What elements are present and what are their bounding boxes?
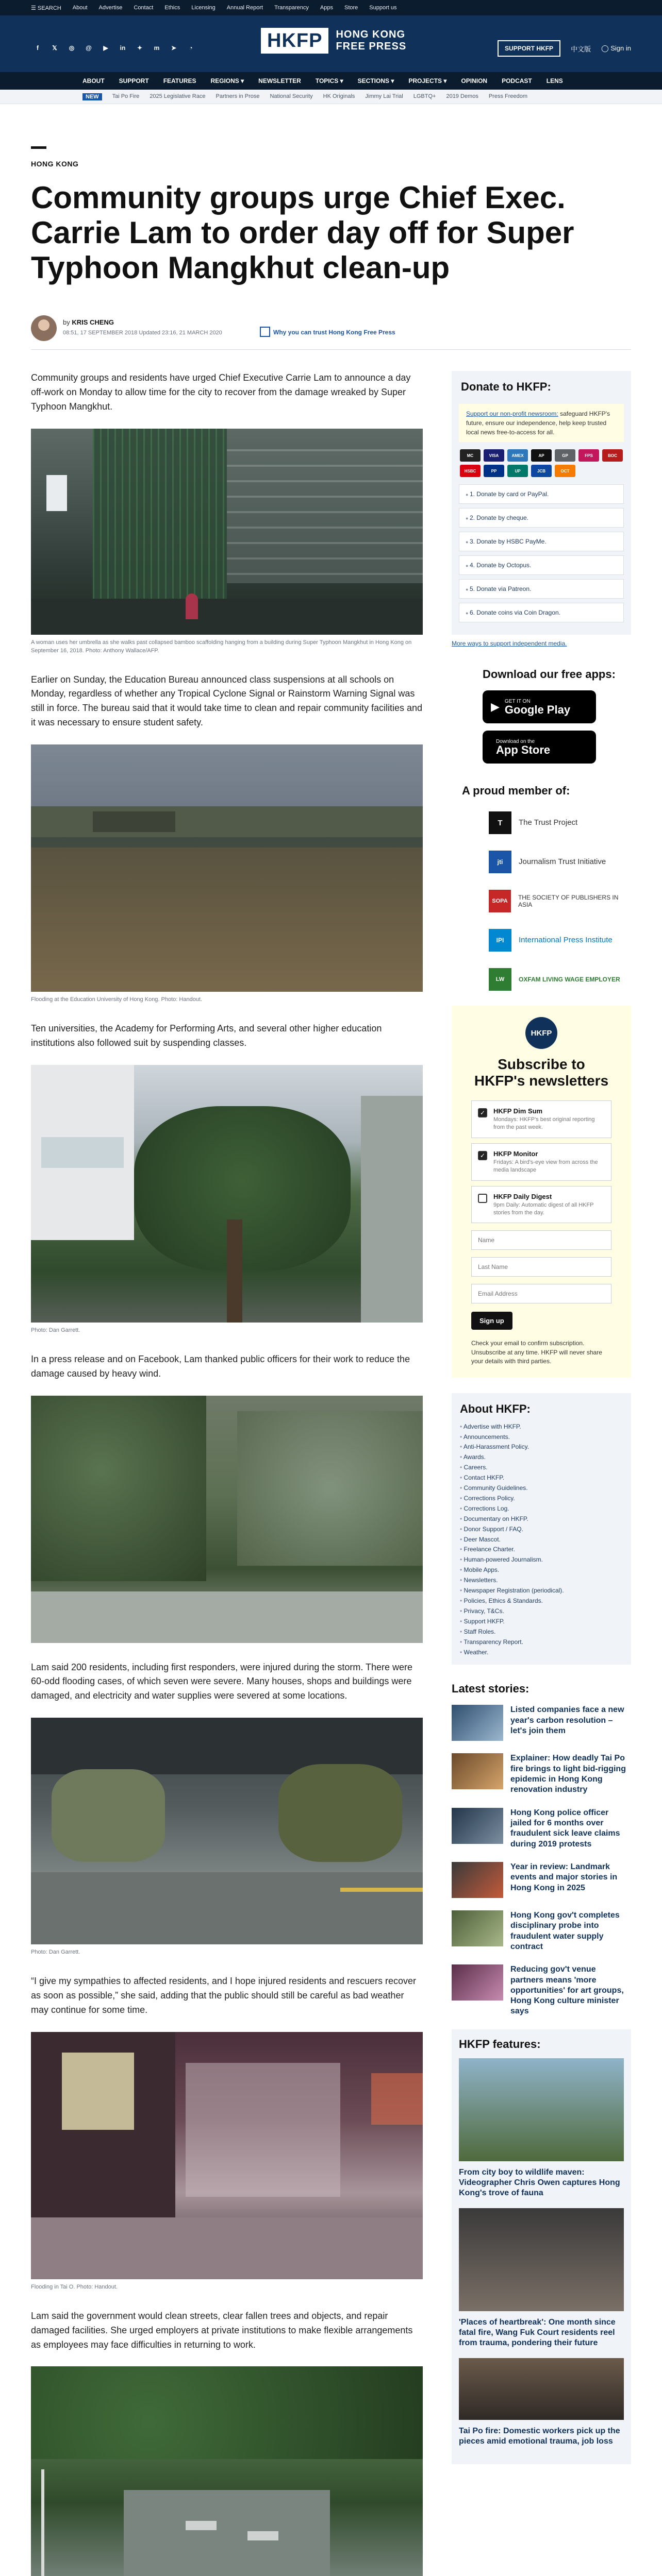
- article-body: [31, 371, 423, 2576]
- bluesky-icon[interactable]: ✦: [137, 44, 143, 52]
- photo-storm-trees: [31, 1396, 423, 1643]
- google-play-button[interactable]: ▶ GET IT ON Google Play: [483, 690, 596, 723]
- latest-story[interactable]: Reducing gov't venue partners means 'more opportunities' for art groups, Hong Kong culture minister says: [452, 1964, 631, 2017]
- google-pay-icon: GP: [555, 449, 575, 462]
- latest-title: Latest stories:: [452, 1682, 529, 1696]
- utility-link-apps[interactable]: Apps: [320, 5, 333, 11]
- signup-button[interactable]: Sign up: [471, 1312, 512, 1330]
- trending-item[interactable]: 2025 Legislative Race: [150, 93, 206, 99]
- logo-text: HONG KONG FREE PRESS: [336, 29, 407, 52]
- about-item[interactable]: • Weather.: [460, 1648, 623, 1658]
- about-item[interactable]: • Corrections Policy.: [460, 1494, 623, 1504]
- member-ipi[interactable]: IPI International Press Institute: [489, 926, 631, 954]
- author-line: by KRIS CHENG: [63, 318, 114, 326]
- about-item[interactable]: • Community Guidelines.: [460, 1483, 623, 1494]
- about-title: About HKFP:: [460, 1402, 531, 1415]
- checkbox-checked[interactable]: ✓: [478, 1151, 487, 1160]
- boc-icon: BOC: [602, 449, 623, 462]
- feature-image[interactable]: [459, 2058, 624, 2161]
- about-item[interactable]: • Anti-Harassment Policy.: [460, 1442, 623, 1452]
- x-icon[interactable]: 𝕏: [52, 44, 57, 52]
- member-trust-project[interactable]: T The Trust Project: [489, 809, 631, 837]
- about-item[interactable]: • Transparency Report.: [460, 1637, 623, 1648]
- trust-project-icon: T: [489, 811, 511, 834]
- newsletter-option-daily-digest[interactable]: HKFP Daily Digest 9pm Daily: Automatic digest of all HKFP stories from the day.: [471, 1186, 611, 1224]
- author-name[interactable]: KRIS CHENG: [72, 318, 114, 326]
- feature-image[interactable]: [459, 2358, 624, 2420]
- sopa-icon: SOPA: [489, 890, 511, 912]
- paragraph: Earlier on Sunday, the Education Bureau announced class suspensions at all schools on Monday, regardless of whether any Tropical Cyclone Signal or Rainstorm Warning Signal was still in force. The bureau said that it would take time to clean and repair community facilities and it was necessary to ensure student safety.: [31, 674, 423, 728]
- about-item[interactable]: • Awards.: [460, 1452, 623, 1463]
- last-name-input[interactable]: [471, 1257, 611, 1277]
- about-item[interactable]: • Policies, Ethics & Standards.: [460, 1596, 623, 1606]
- google-play-icon: ▶: [491, 700, 500, 713]
- hsbc-icon: HSBC: [460, 465, 481, 477]
- instagram-icon[interactable]: ◎: [69, 44, 75, 52]
- paragraph: Community groups and residents have urged Chief Executive Carrie Lam to announce a day off-work on Monday to allow time for the city to recover from the damage wreaked by Super Typhoon Mangkhut.: [31, 372, 411, 412]
- donate-option-coins[interactable]: ● 6. Donate coins via Coin Dragon.: [459, 603, 624, 622]
- article-headline: Community groups urge Chief Exec. Carrie Lam to order day off for Super Typhoon Mangkhut clean-up: [31, 180, 574, 285]
- photo-scaffolding: [31, 429, 423, 635]
- story-thumbnail[interactable]: [452, 1808, 503, 1844]
- byline: [31, 315, 629, 344]
- photo-tai-o-flooding: [31, 2032, 423, 2279]
- trending-item[interactable]: National Security: [270, 93, 313, 99]
- octopus-icon: OCT: [555, 465, 575, 477]
- about-item[interactable]: • Careers.: [460, 1463, 623, 1473]
- publish-dates: 08:51, 17 SEPTEMBER 2018 Updated 23:16, 21 MARCH 2020: [63, 330, 222, 336]
- about-item[interactable]: • Newspaper Registration (periodical).: [460, 1586, 623, 1596]
- first-name-input[interactable]: [471, 1230, 611, 1250]
- donate-option-octopus[interactable]: ● 4. Donate by Octopus.: [459, 555, 624, 575]
- photo-road-trees: [31, 2366, 423, 2576]
- nav-projects[interactable]: PROJECTS ▾: [408, 77, 447, 84]
- nav-about[interactable]: ABOUT: [82, 77, 105, 84]
- member-title: A proud member of:: [462, 784, 570, 797]
- nav-podcast[interactable]: PODCAST: [502, 77, 532, 84]
- member-living-wage[interactable]: LW OXFAM LIVING WAGE EMPLOYER: [489, 965, 631, 993]
- apps-title: Download our free apps:: [483, 668, 616, 681]
- about-item[interactable]: • Corrections Log.: [460, 1504, 623, 1514]
- amex-icon: AMEX: [507, 449, 528, 462]
- member-jti[interactable]: jti Journalism Trust Initiative: [489, 848, 631, 876]
- about-item[interactable]: • Mobile Apps.: [460, 1565, 623, 1575]
- photo-caption: Photo: Dan Garrett.: [31, 1327, 80, 1333]
- mastercard-icon: MC: [460, 449, 481, 462]
- donate-option-card[interactable]: ● 1. Donate by card or PayPal.: [459, 484, 624, 504]
- author-avatar: [31, 315, 57, 341]
- category-rule: [31, 146, 46, 149]
- main-nav: [0, 72, 662, 90]
- trust-icon: [260, 327, 270, 337]
- photo-flooding-eduhk: [31, 744, 423, 992]
- telegram-icon[interactable]: ➤: [171, 44, 177, 52]
- features-title: HKFP features:: [459, 2037, 541, 2050]
- trending-bar: [0, 90, 662, 104]
- about-link[interactable]: About: [72, 5, 88, 11]
- ipi-icon: IPI: [489, 929, 511, 952]
- about-item[interactable]: • Staff Roles.: [460, 1627, 623, 1637]
- newsletter-logo: HKFP: [525, 1017, 557, 1049]
- about-item[interactable]: • Donor Support / FAQ.: [460, 1524, 623, 1535]
- feature-image[interactable]: [459, 2208, 624, 2311]
- trending-item[interactable]: LGBTQ+: [413, 93, 436, 99]
- about-item[interactable]: • Deer Mascot.: [460, 1535, 623, 1545]
- logo-mark: HKFP: [261, 28, 328, 54]
- donate-option-patreon[interactable]: ● 5. Donate via Patreon.: [459, 579, 624, 599]
- visa-icon: VISA: [484, 449, 504, 462]
- unionpay-icon: UP: [507, 465, 528, 477]
- site-logo[interactable]: [261, 28, 406, 54]
- nav-topics[interactable]: TOPICS ▾: [315, 77, 343, 84]
- trending-item[interactable]: 2019 Demos: [446, 93, 478, 99]
- divider: [31, 349, 631, 350]
- donate-pitch: Support our non-profit newsroom: safeguard HKFP's future, ensure our independence, help keep trusted local news free-to-access for all.: [459, 404, 624, 442]
- newsletter-note: Check your email to confirm subscription. Unsubscribe at any time. HKFP will never share your details with third parties.: [471, 1340, 602, 1365]
- feature-title[interactable]: Tai Po fire: Domestic workers pick up the pieces amid emotional trauma, job loss: [459, 2426, 620, 2446]
- trending-item[interactable]: Partners in Prose: [216, 93, 260, 99]
- photo-caption: Photo: Dan Garrett.: [31, 1949, 80, 1956]
- donate-option-payme[interactable]: ● 3. Donate by HSBC PayMe.: [459, 532, 624, 551]
- features-box: [452, 2029, 631, 2465]
- utility-bar: [0, 0, 662, 15]
- trending-item[interactable]: Tai Po Fire: [112, 93, 140, 99]
- app-store-button[interactable]: Download on the App Store: [483, 731, 596, 764]
- utility-link-ethics[interactable]: Ethics: [164, 5, 180, 11]
- latest-story[interactable]: Explainer: How deadly Tai Po fire brings to light bid-rigging epidemic in Hong Kong renovation industry: [452, 1753, 631, 1795]
- paragraph: Lam said 200 residents, including first responders, were injured during the storm. There were 60-odd flooding cases, of which seven were severe. Many houses, shops and buildings were damaged, and electricity and water supplies were severed at some locations.: [31, 1662, 413, 1701]
- story-thumbnail[interactable]: [452, 1753, 503, 1789]
- latest-story[interactable]: Year in review: Landmark events and major stories in Hong Kong in 2025: [452, 1862, 631, 1898]
- about-item[interactable]: • Support HKFP.: [460, 1617, 623, 1627]
- paragraph: In a press release and on Facebook, Lam thanked public officers for their work to reduce the damage caused by heavy wind.: [31, 1353, 410, 1379]
- about-item[interactable]: • Announcements.: [460, 1432, 623, 1443]
- apple-pay-icon: AP: [531, 449, 552, 462]
- newsletter-title: Subscribe to HKFP's newsletters: [474, 1056, 609, 1089]
- photo-street-debris: [31, 1718, 423, 1944]
- about-item[interactable]: • Contact HKFP.: [460, 1473, 623, 1483]
- facebook-icon[interactable]: f: [37, 44, 39, 52]
- about-item[interactable]: • Human-powered Journalism.: [460, 1555, 623, 1565]
- paypal-icon: PP: [484, 465, 504, 477]
- mastodon-icon[interactable]: m: [154, 44, 160, 52]
- story-thumbnail[interactable]: [452, 1964, 503, 2001]
- more-ways-link[interactable]: More ways to support independent media.: [452, 640, 567, 647]
- newsletter-signup: [452, 1006, 631, 1378]
- email-input[interactable]: [471, 1284, 611, 1303]
- support-hkfp-button[interactable]: SUPPORT HKFP: [498, 40, 560, 57]
- about-item[interactable]: • Privacy, T&Cs.: [460, 1606, 623, 1617]
- about-item[interactable]: • Freelance Charter.: [460, 1545, 623, 1555]
- trending-item[interactable]: Press Freedom: [488, 93, 528, 99]
- latest-story[interactable]: Hong Kong gov't completes disciplinary probe into fraudulent water supply contract: [452, 1910, 631, 1952]
- utility-link-store[interactable]: Store: [344, 5, 358, 11]
- jcb-icon: JCB: [531, 465, 552, 477]
- utility-link-licensing[interactable]: Licensing: [191, 5, 216, 11]
- linkedin-icon[interactable]: in: [120, 44, 126, 52]
- youtube-icon[interactable]: ▶: [103, 44, 108, 52]
- social-links: [32, 42, 196, 54]
- photo-fallen-tree: [31, 1065, 423, 1323]
- utility-link-transparency[interactable]: Transparency: [274, 5, 309, 11]
- chinese-edition-link[interactable]: 中文版: [571, 45, 591, 53]
- sidebar: [452, 371, 631, 2464]
- brand-header: [0, 15, 662, 72]
- about-item[interactable]: • Newsletters.: [460, 1575, 623, 1586]
- nav-regions[interactable]: REGIONS ▾: [210, 77, 244, 84]
- donate-title: Donate to HKFP:: [461, 380, 551, 393]
- photo-caption: Flooding in Tai O. Photo: Handout.: [31, 2283, 118, 2290]
- story-thumbnail[interactable]: [452, 1910, 503, 1946]
- payment-methods: [459, 449, 624, 477]
- checkbox-unchecked[interactable]: [478, 1194, 487, 1203]
- utility-link-advertise[interactable]: Advertise: [98, 5, 123, 11]
- trending-item[interactable]: Jimmy Lai Trial: [365, 93, 403, 99]
- search-link[interactable]: ☰ SEARCH: [31, 5, 61, 11]
- utility-link-support[interactable]: Support us: [369, 5, 397, 11]
- story-thumbnail[interactable]: [452, 1862, 503, 1898]
- nav-newsletter[interactable]: NEWSLETTER: [258, 77, 301, 84]
- nav-features[interactable]: FEATURES: [163, 77, 196, 84]
- paragraph: Lam said the government would clean streets, clear fallen trees and objects, and repair damaged facilities. She urged employers at private institutions to make flexible arrangements as employees may face difficulties in returning to work.: [31, 2310, 413, 2350]
- trending-item[interactable]: HK Originals: [323, 93, 355, 99]
- feature-title[interactable]: From city boy to wildlife maven: Videographer Chris Owen captures Hong Kong's trove of fauna: [459, 2167, 620, 2198]
- feature-title[interactable]: 'Places of heartbreak': One month since fatal fire, Wang Fuk Court residents reel from trauma, pondering their future: [459, 2317, 616, 2348]
- nav-support[interactable]: SUPPORT: [119, 77, 149, 84]
- newsletter-option-dim-sum[interactable]: ✓ HKFP Dim Sum Mondays: HKFP's best original reporting from the past week.: [471, 1100, 611, 1138]
- article-category[interactable]: HONG KONG: [31, 160, 79, 168]
- donate-box: [452, 371, 631, 635]
- utility-link-annual-report[interactable]: Annual Report: [226, 5, 263, 11]
- rss-icon[interactable]: ◔: [189, 44, 193, 52]
- nav-opinion[interactable]: OPINION: [461, 77, 488, 84]
- photo-caption: Flooding at the Education University of Hong Kong. Photo: Handout.: [31, 996, 203, 1003]
- brand-right: [498, 40, 631, 57]
- checkbox-checked[interactable]: ✓: [478, 1108, 487, 1117]
- signin-link[interactable]: ◯ Sign in: [601, 44, 631, 52]
- member-sopa[interactable]: SOPA THE SOCIETY OF PUBLISHERS IN ASIA: [489, 887, 631, 915]
- donate-option-cheque[interactable]: ● 2. Donate by cheque.: [459, 508, 624, 528]
- paragraph: “I give my sympathies to affected residents, and I hope injured residents and rescuers recover as soon as possible,” she said, adding that the public should still be careful as bad weather may continue for some time.: [31, 1976, 417, 2015]
- nav-sections[interactable]: SECTIONS ▾: [357, 77, 394, 84]
- new-badge: NEW: [82, 93, 102, 100]
- photo-caption: A woman uses her umbrella as she walks past collapsed bamboo scaffolding hanging from a building during Super Typhoon Mangkhut in Hong Kong on September 16, 2018. Photo: Anthony Wallace/AFP.: [31, 639, 412, 654]
- utility-links: [31, 5, 397, 11]
- threads-icon[interactable]: @: [86, 44, 92, 52]
- about-box: [452, 1393, 631, 1665]
- living-wage-icon: LW: [489, 968, 511, 991]
- story-thumbnail[interactable]: [452, 1705, 503, 1741]
- about-item[interactable]: • Documentary on HKFP.: [460, 1514, 623, 1524]
- newsletter-option-monitor[interactable]: ✓ HKFP Monitor Fridays: A bird's-eye view from across the media landscape: [471, 1143, 611, 1181]
- latest-story[interactable]: Listed companies face a new year's carbon resolution – let's join them: [452, 1705, 631, 1741]
- paragraph: Ten universities, the Academy for Performing Arts, and several other higher education institutions also followed suit by suspending classes.: [31, 1023, 382, 1048]
- nav-lens[interactable]: LENS: [546, 77, 563, 84]
- latest-story[interactable]: Hong Kong police officer jailed for 6 months over fraudulent sick leave claims during 2019 protests: [452, 1808, 631, 1850]
- fps-icon: FPS: [578, 449, 599, 462]
- trust-link[interactable]: Why you can trust Hong Kong Free Press: [273, 329, 395, 336]
- jti-icon: jti: [489, 851, 511, 873]
- utility-link-contact[interactable]: Contact: [134, 5, 154, 11]
- about-list: [460, 1422, 623, 1658]
- about-item[interactable]: • Advertise with HKFP.: [460, 1422, 623, 1432]
- donate-pitch-link[interactable]: Support our non-profit newsroom:: [466, 410, 558, 417]
